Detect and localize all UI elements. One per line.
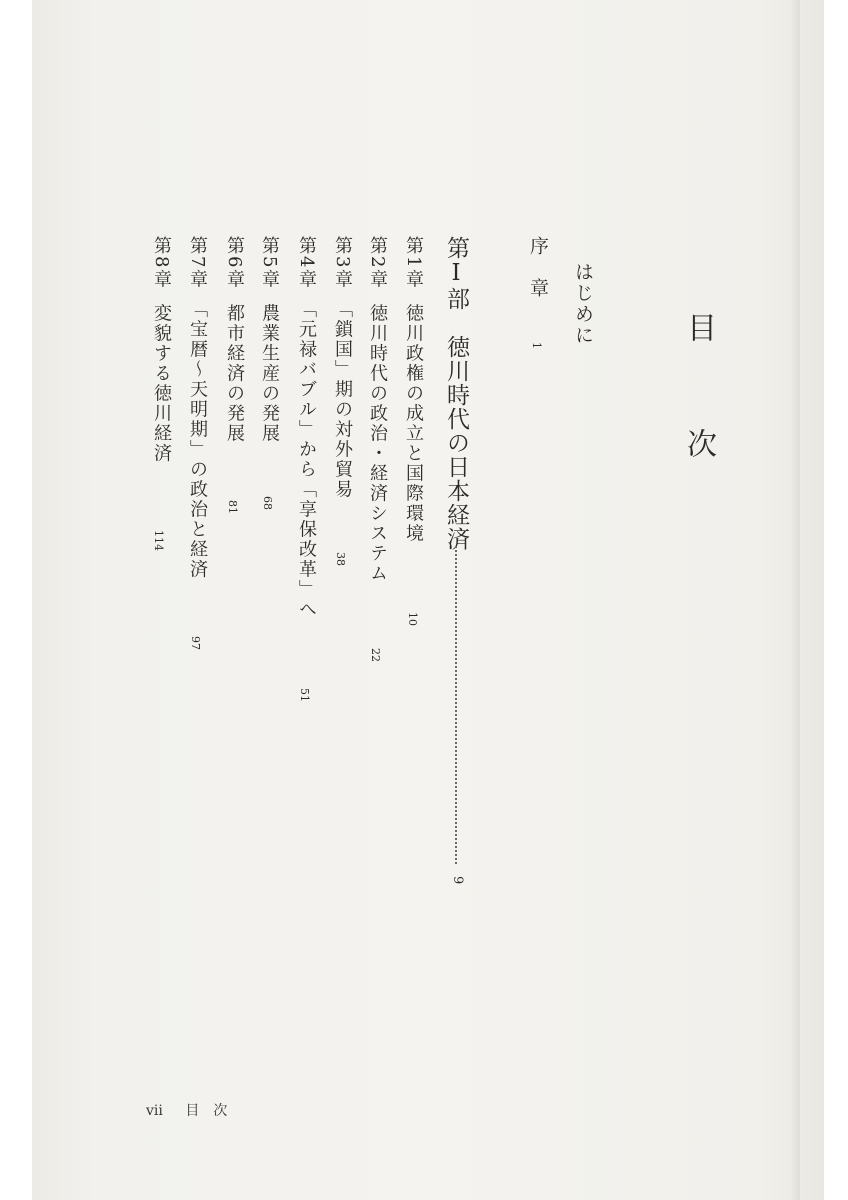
- chapter-number: 第2章: [367, 236, 388, 290]
- chapter-page: 114: [152, 530, 165, 551]
- chapter-number: 第6章: [224, 236, 245, 290]
- chapter-title: 「元禄バブル」から「享保改革」へ: [296, 299, 317, 620]
- toc-dot-leader: [455, 546, 457, 864]
- toc-chapter-7: [184, 236, 210, 579]
- page-edge-shadow: [790, 0, 800, 1200]
- toc-entry-label: 序 章: [527, 236, 549, 299]
- book-page: [32, 0, 824, 1200]
- toc-part-page: 9: [450, 876, 465, 885]
- chapter-page: 10: [406, 612, 419, 626]
- toc-entry-label: はじめに: [572, 262, 594, 346]
- chapter-page: 38: [334, 552, 347, 566]
- chapter-title: 徳川政権の成立と国際環境: [403, 303, 424, 544]
- chapter-number: 第5章: [259, 236, 280, 290]
- chapter-number: 第1章: [403, 236, 424, 290]
- chapter-title: 徳川時代の政治・経済システム: [367, 303, 388, 584]
- toc-chapter-4: [293, 236, 319, 619]
- toc-part-1: 第Ⅰ部 徳川時代の日本経済: [443, 236, 469, 551]
- toc-chapter-2: [364, 236, 390, 583]
- chapter-page: 51: [298, 688, 311, 702]
- footer-page-number: vii: [146, 1103, 163, 1119]
- chapter-title: 「鎖国」期の対外貿易: [332, 299, 353, 500]
- toc-entry-joshou: [525, 236, 552, 299]
- page-footer: [146, 1100, 245, 1120]
- page-title: 目 次: [681, 312, 716, 486]
- chapter-number: 第7章: [187, 236, 208, 290]
- toc-entry-hajimeni: [570, 262, 597, 346]
- chapter-page: 97: [189, 636, 202, 650]
- chapter-title: 都市経済の発展: [224, 303, 245, 444]
- chapter-page: 22: [369, 648, 382, 662]
- toc-chapter-8: [148, 236, 174, 463]
- toc-chapter-1: [400, 236, 426, 543]
- chapter-number: 第8章: [151, 236, 172, 290]
- toc-chapter-3: [329, 236, 355, 499]
- chapter-page: 68: [261, 496, 274, 510]
- toc-chapter-5: [256, 236, 282, 443]
- toc-chapter-6: [221, 236, 247, 443]
- chapter-page: 81: [226, 500, 239, 514]
- chapter-title: 変貌する徳川経済: [151, 303, 172, 464]
- chapter-title: 農業生産の発展: [259, 303, 280, 444]
- footer-running-title: 目 次: [185, 1103, 228, 1119]
- toc-entry-page: 1: [530, 342, 543, 349]
- chapter-number: 第4章: [296, 236, 317, 290]
- chapter-title: 「宝暦～天明期」の政治と経済: [187, 299, 208, 580]
- chapter-number: 第3章: [332, 236, 353, 290]
